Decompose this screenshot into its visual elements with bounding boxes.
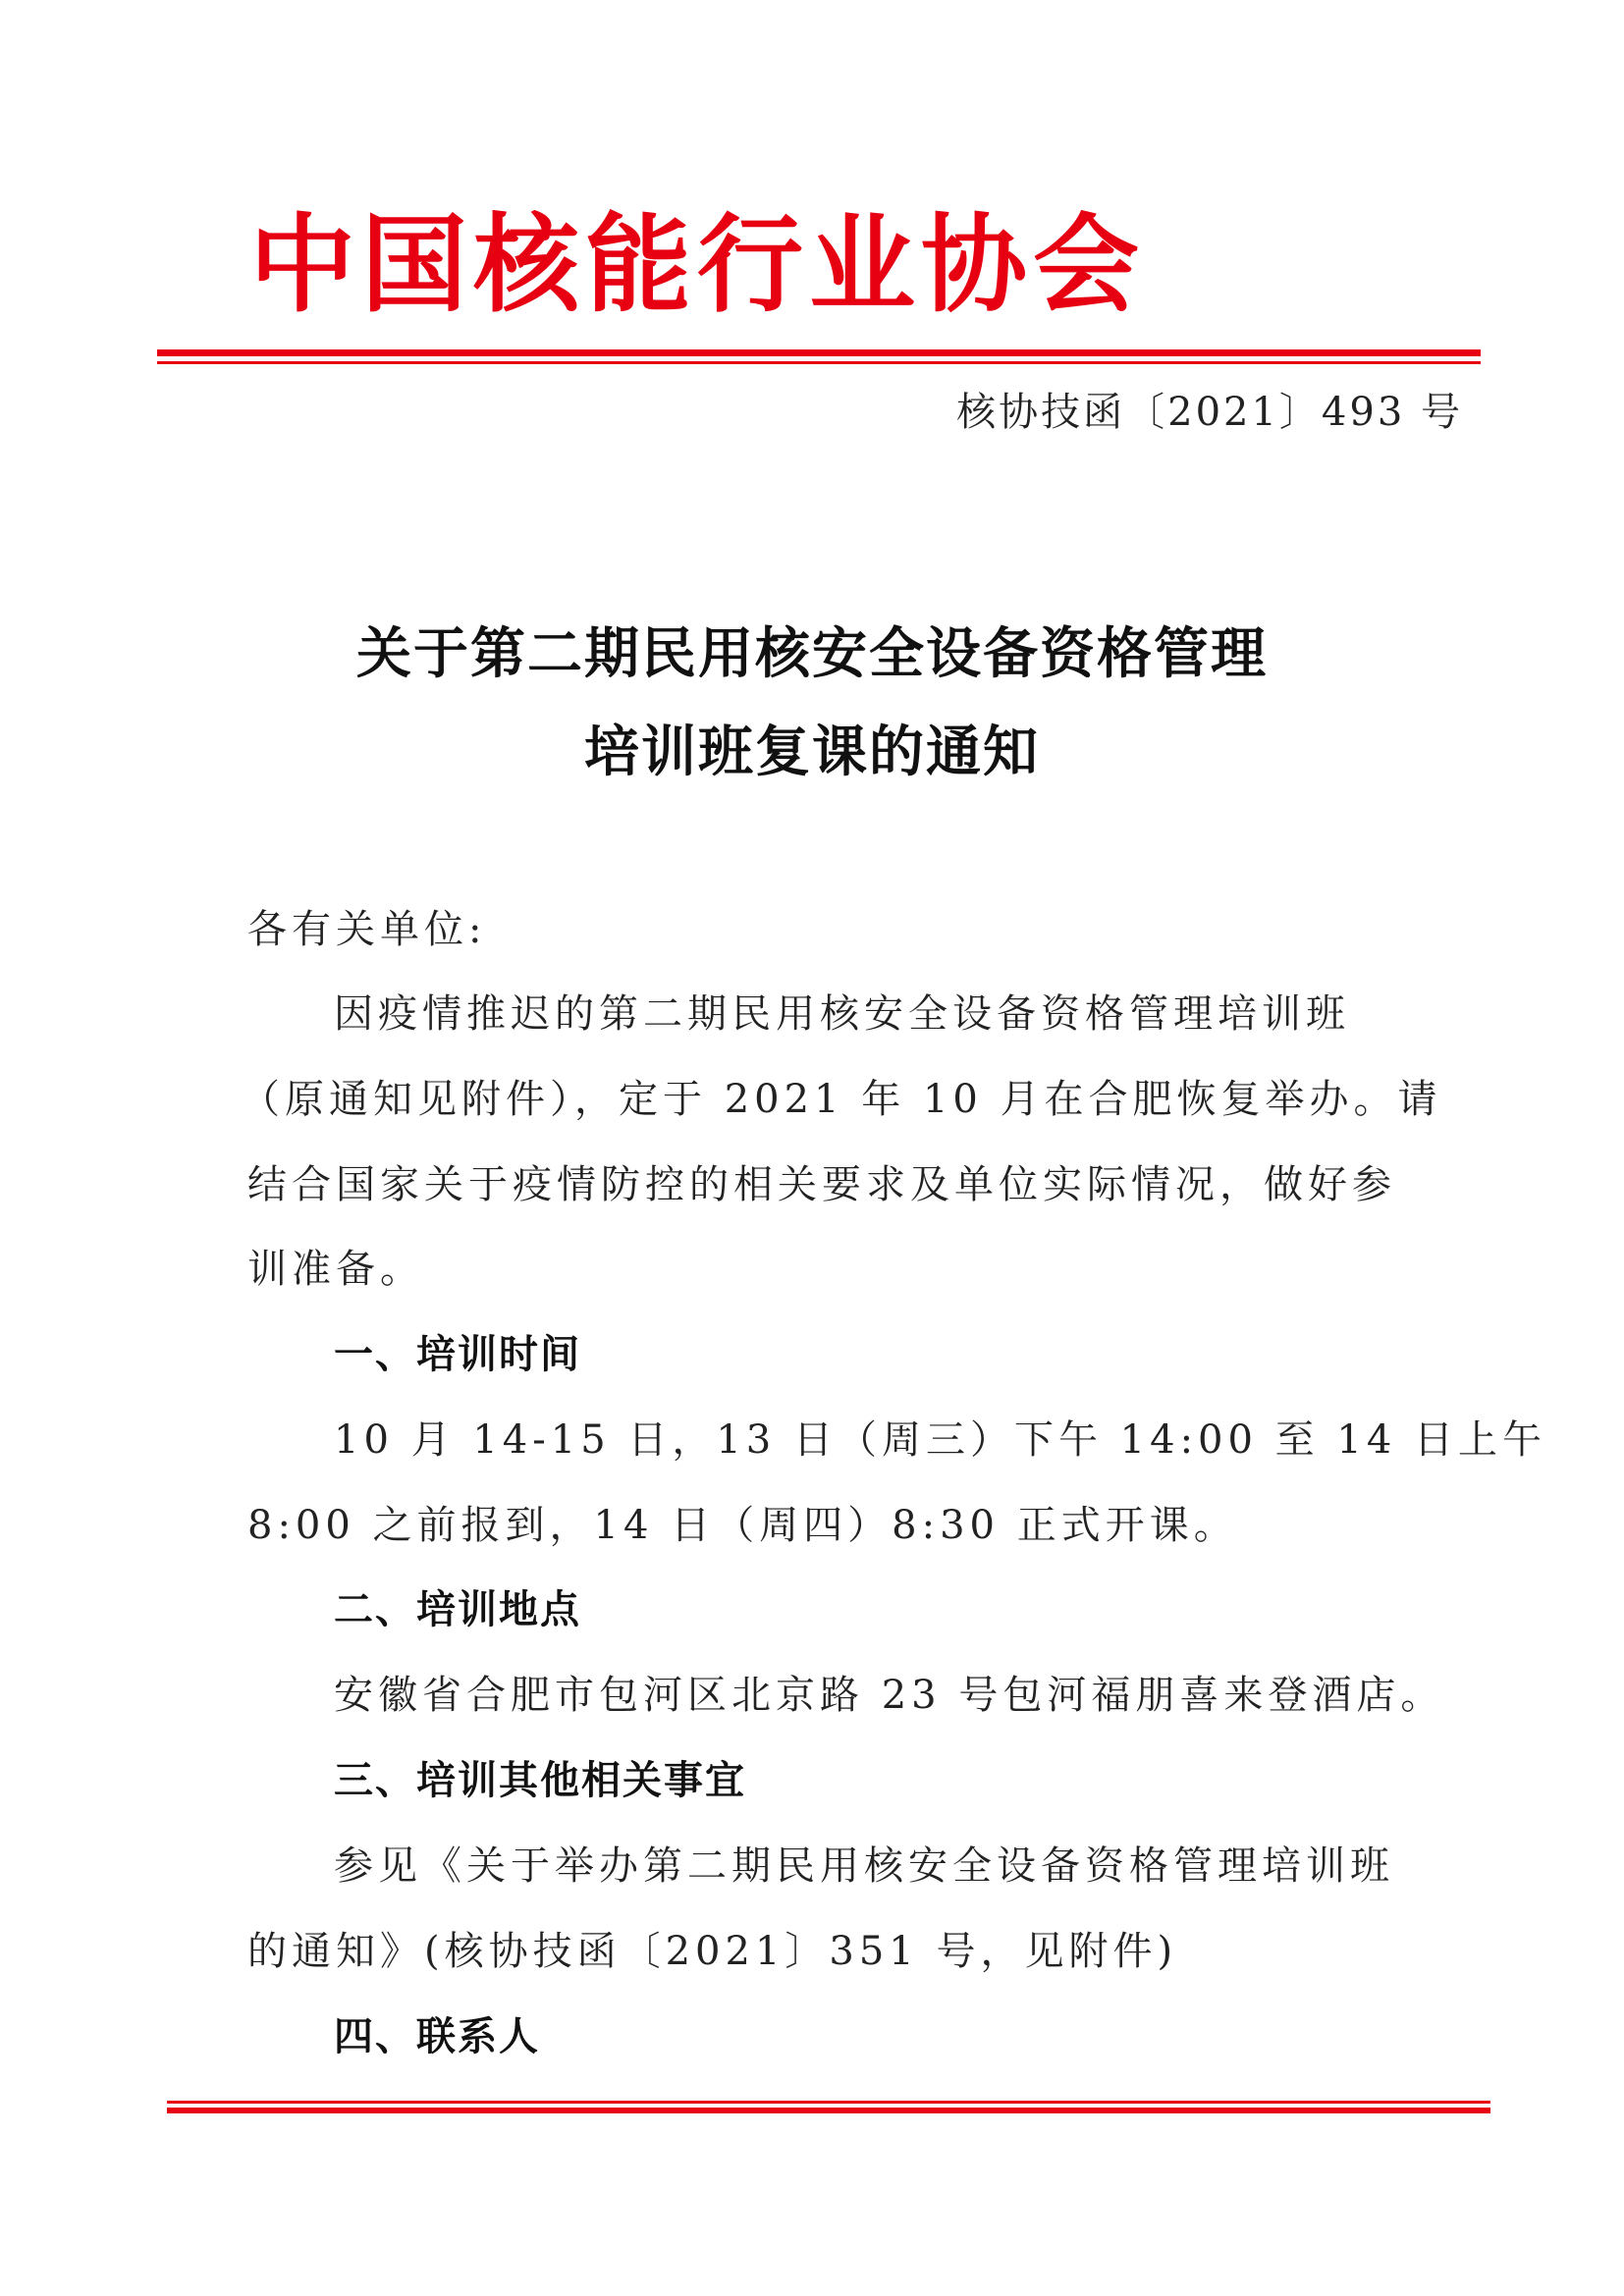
- section-heading: 三、培训其他相关事宜: [334, 1758, 746, 1803]
- section-heading: 四、联系人: [334, 2014, 540, 2059]
- document-number: 核协技函〔2021〕493 号: [956, 390, 1463, 435]
- footer-rule-thin: [167, 2101, 1490, 2104]
- section-heading: 二、培训地点: [334, 1587, 581, 1632]
- intro-line: （原通知见附件），定于 2021 年 10 月在合肥恢复举办。请: [241, 1077, 1442, 1122]
- section-line: 的通知》(核协技函〔2021〕351 号，见附件): [247, 1929, 1178, 1974]
- section-line: 参见《关于举办第二期民用核安全设备资格管理培训班: [334, 1843, 1394, 1889]
- document-title-line-1: 关于第二期民用核安全设备资格管理: [356, 621, 1268, 686]
- section-line: 安徽省合肥市包河区北京路 23 号包河福朋喜来登酒店。: [334, 1673, 1445, 1718]
- letterhead-rule-thin: [157, 361, 1481, 364]
- intro-line: 结合国家关于疫情防控的相关要求及单位实际情况，做好参: [247, 1162, 1396, 1207]
- letterhead-rule-thick: [157, 349, 1481, 356]
- intro-line: 因疫情推迟的第二期民用核安全设备资格管理培训班: [334, 991, 1350, 1037]
- salutation: 各有关单位:: [247, 907, 487, 952]
- section-line: 8:00 之前报到，14 日（周四）8:30 正式开课。: [247, 1503, 1238, 1548]
- intro-line: 训准备。: [247, 1247, 424, 1292]
- organization-letterhead: 中国核能行业协会: [248, 203, 1145, 327]
- footer-rule-thick: [167, 2108, 1490, 2113]
- section-heading: 一、培训时间: [334, 1332, 581, 1377]
- document-title-line-2: 培训班复课的通知: [584, 720, 1040, 784]
- section-line: 10 月 14-15 日，13 日（周三）下午 14:00 至 14 日上午: [334, 1417, 1546, 1463]
